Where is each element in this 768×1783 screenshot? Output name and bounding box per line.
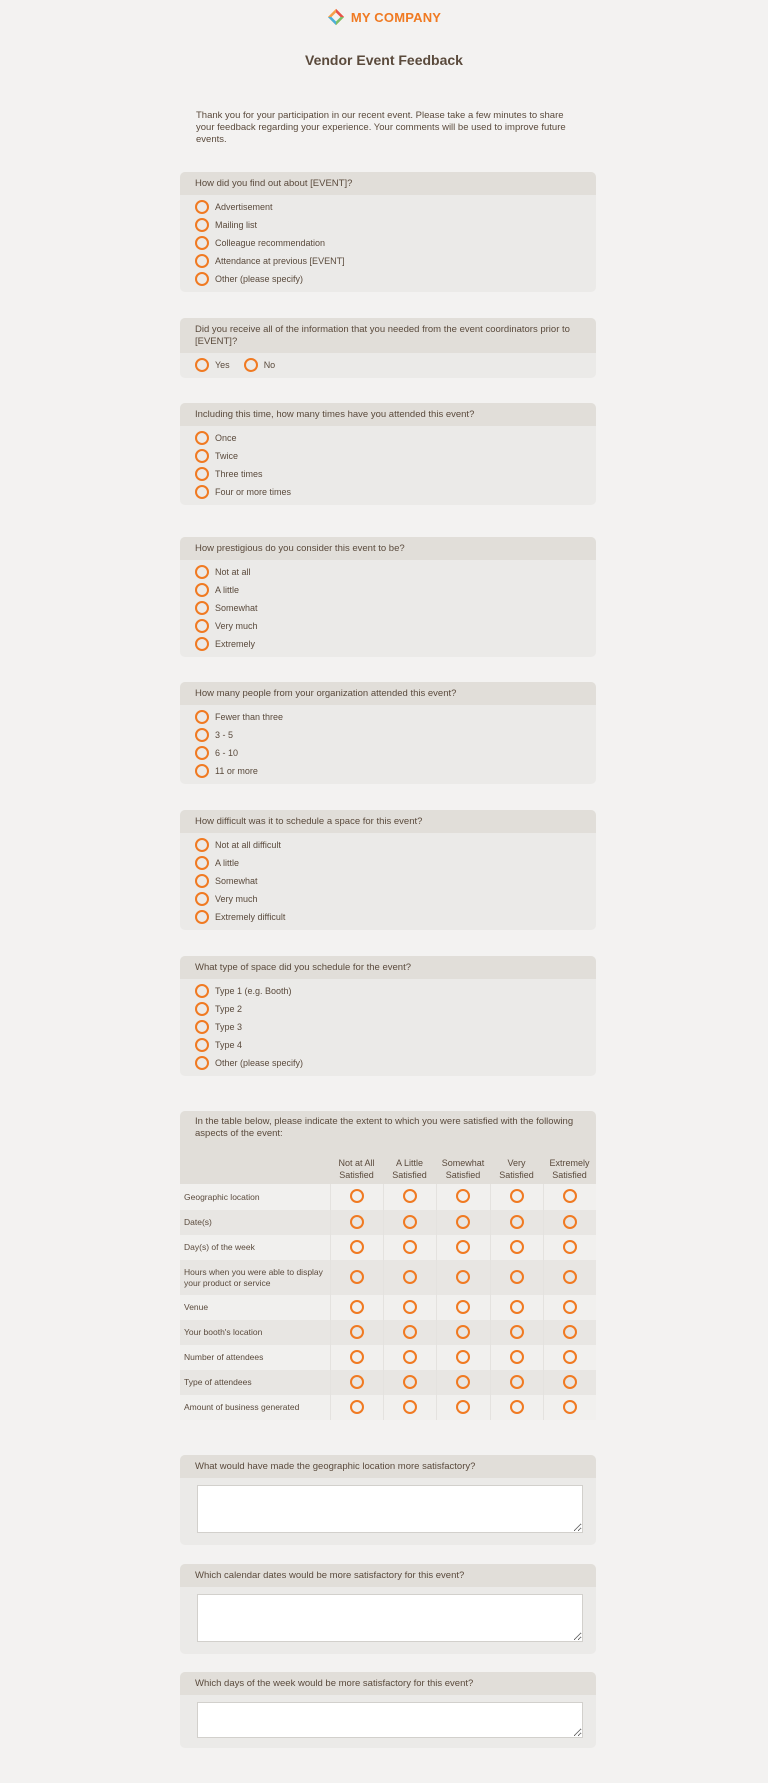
radio-option[interactable]: Colleague recommendation bbox=[195, 234, 581, 252]
radio-button[interactable] bbox=[350, 1189, 364, 1203]
question-card bbox=[180, 537, 596, 657]
question-text: How difficult was it to schedule a space for this event? bbox=[180, 810, 596, 833]
satisfaction-matrix bbox=[180, 1145, 596, 1420]
question-text: Did you receive all of the information that you needed from the event coordinators prior to [EVENT]? bbox=[180, 318, 596, 353]
matrix-row bbox=[180, 1295, 596, 1320]
matrix-row bbox=[180, 1320, 596, 1345]
radio-option[interactable]: Type 3 bbox=[195, 1018, 581, 1036]
radio-button[interactable] bbox=[195, 984, 209, 998]
radio-button[interactable] bbox=[510, 1400, 524, 1414]
radio-button[interactable] bbox=[195, 728, 209, 742]
radio-button[interactable] bbox=[350, 1350, 364, 1364]
radio-button[interactable] bbox=[456, 1240, 470, 1254]
radio-option[interactable]: 11 or more bbox=[195, 762, 581, 780]
radio-option[interactable]: Four or more times bbox=[195, 483, 581, 501]
radio-option[interactable]: 6 - 10 bbox=[195, 744, 581, 762]
radio-button[interactable] bbox=[195, 764, 209, 778]
radio-button[interactable] bbox=[195, 449, 209, 463]
radio-option[interactable]: Type 2 bbox=[195, 1000, 581, 1018]
radio-button[interactable] bbox=[403, 1189, 417, 1203]
radio-option[interactable]: Other (please specify) bbox=[195, 1054, 581, 1072]
radio-button[interactable] bbox=[510, 1350, 524, 1364]
page-title: Vendor Event Feedback bbox=[305, 52, 463, 68]
radio-button[interactable] bbox=[510, 1270, 524, 1284]
radio-button[interactable] bbox=[350, 1270, 364, 1284]
question-card bbox=[180, 956, 596, 1076]
radio-button[interactable] bbox=[563, 1189, 577, 1203]
radio-button[interactable] bbox=[563, 1325, 577, 1339]
radio-button[interactable] bbox=[195, 619, 209, 633]
radio-button[interactable] bbox=[456, 1375, 470, 1389]
column-header: Not at All Satisfied bbox=[330, 1145, 383, 1184]
matrix-row bbox=[180, 1260, 596, 1295]
radio-button[interactable] bbox=[403, 1270, 417, 1284]
radio-button[interactable] bbox=[195, 485, 209, 499]
radio-button[interactable] bbox=[350, 1215, 364, 1229]
radio-button[interactable] bbox=[510, 1325, 524, 1339]
radio-button[interactable] bbox=[244, 358, 258, 372]
radio-option[interactable]: Not at all bbox=[195, 563, 581, 581]
radio-button[interactable] bbox=[195, 565, 209, 579]
question-card bbox=[180, 1672, 596, 1748]
question-card bbox=[180, 1564, 596, 1654]
radio-button[interactable] bbox=[195, 910, 209, 924]
radio-button[interactable] bbox=[510, 1375, 524, 1389]
radio-button[interactable] bbox=[350, 1325, 364, 1339]
radio-option[interactable]: Twice bbox=[195, 447, 581, 465]
radio-button[interactable] bbox=[403, 1375, 417, 1389]
radio-button[interactable] bbox=[195, 272, 209, 286]
radio-option[interactable]: Three times bbox=[195, 465, 581, 483]
company-logo bbox=[0, 8, 768, 26]
column-header: A Little Satisfied bbox=[383, 1145, 436, 1184]
radio-option[interactable]: Extremely bbox=[195, 635, 581, 653]
radio-button[interactable] bbox=[563, 1215, 577, 1229]
radio-button[interactable] bbox=[195, 583, 209, 597]
matrix-row bbox=[180, 1184, 596, 1210]
radio-option[interactable]: 3 - 5 bbox=[195, 726, 581, 744]
question-text: Which calendar dates would be more satisfactory for this event? bbox=[180, 1564, 596, 1587]
radio-option[interactable]: Advertisement bbox=[195, 198, 581, 216]
matrix-row bbox=[180, 1370, 596, 1395]
radio-button[interactable] bbox=[195, 892, 209, 906]
diamond-logo-icon bbox=[327, 8, 345, 26]
radio-option[interactable]: Type 4 bbox=[195, 1036, 581, 1054]
radio-option[interactable]: Somewhat bbox=[195, 872, 581, 890]
radio-button[interactable] bbox=[195, 746, 209, 760]
radio-button[interactable] bbox=[350, 1400, 364, 1414]
question-text: What type of space did you schedule for the event? bbox=[180, 956, 596, 979]
answer-textarea[interactable] bbox=[197, 1594, 583, 1642]
question-card bbox=[180, 318, 596, 378]
radio-option[interactable]: Once bbox=[195, 429, 581, 447]
question-card bbox=[180, 172, 596, 292]
radio-option[interactable]: No bbox=[244, 356, 276, 374]
radio-button[interactable] bbox=[195, 710, 209, 724]
matrix-row bbox=[180, 1235, 596, 1260]
radio-button[interactable] bbox=[456, 1189, 470, 1203]
radio-button[interactable] bbox=[510, 1300, 524, 1314]
question-text: What would have made the geographic location more satisfactory? bbox=[180, 1455, 596, 1478]
row-label: Date(s) bbox=[180, 1210, 330, 1235]
radio-button[interactable] bbox=[195, 1020, 209, 1034]
question-card bbox=[180, 682, 596, 784]
question-card bbox=[180, 810, 596, 930]
radio-button[interactable] bbox=[195, 431, 209, 445]
radio-button[interactable] bbox=[403, 1240, 417, 1254]
radio-button[interactable] bbox=[510, 1189, 524, 1203]
radio-button[interactable] bbox=[195, 218, 209, 232]
question-text: How many people from your organization attended this event? bbox=[180, 682, 596, 705]
radio-option[interactable]: A little bbox=[195, 854, 581, 872]
question-text: How prestigious do you consider this event to be? bbox=[180, 537, 596, 560]
radio-option[interactable]: Not at all difficult bbox=[195, 836, 581, 854]
row-label: Your booth's location bbox=[180, 1320, 330, 1345]
intro-text: Thank you for your participation in our recent event. Please take a few minutes to share your feedback regarding your experience. Your comments will be used to improve future events. bbox=[196, 110, 566, 145]
column-header: Extremely Satisfied bbox=[543, 1145, 596, 1184]
radio-button[interactable] bbox=[195, 200, 209, 214]
row-label: Day(s) of the week bbox=[180, 1235, 330, 1260]
radio-button[interactable] bbox=[456, 1350, 470, 1364]
radio-button[interactable] bbox=[563, 1240, 577, 1254]
radio-button[interactable] bbox=[510, 1240, 524, 1254]
row-label: Amount of business generated bbox=[180, 1395, 330, 1420]
row-label: Geographic location bbox=[180, 1184, 330, 1210]
radio-option[interactable]: Very much bbox=[195, 890, 581, 908]
radio-button[interactable] bbox=[563, 1375, 577, 1389]
radio-button[interactable] bbox=[403, 1325, 417, 1339]
radio-button[interactable] bbox=[403, 1215, 417, 1229]
radio-button[interactable] bbox=[403, 1400, 417, 1414]
radio-option[interactable]: Yes bbox=[195, 356, 230, 374]
radio-button[interactable] bbox=[456, 1270, 470, 1284]
radio-button[interactable] bbox=[195, 838, 209, 852]
column-header: Somewhat Satisfied bbox=[436, 1145, 490, 1184]
radio-button[interactable] bbox=[563, 1300, 577, 1314]
radio-option[interactable]: Extremely difficult bbox=[195, 908, 581, 926]
radio-button[interactable] bbox=[456, 1215, 470, 1229]
satisfaction-matrix-card bbox=[180, 1111, 596, 1420]
radio-button[interactable] bbox=[195, 236, 209, 250]
question-text: How did you find out about [EVENT]? bbox=[180, 172, 596, 195]
radio-button[interactable] bbox=[195, 601, 209, 615]
radio-button[interactable] bbox=[456, 1300, 470, 1314]
radio-button[interactable] bbox=[563, 1400, 577, 1414]
row-label: Type of attendees bbox=[180, 1370, 330, 1395]
answer-textarea[interactable] bbox=[197, 1702, 583, 1738]
answer-textarea[interactable] bbox=[197, 1485, 583, 1533]
radio-button[interactable] bbox=[195, 1038, 209, 1052]
radio-button[interactable] bbox=[350, 1240, 364, 1254]
radio-button[interactable] bbox=[195, 1002, 209, 1016]
radio-button[interactable] bbox=[195, 856, 209, 870]
radio-button[interactable] bbox=[195, 637, 209, 651]
radio-button[interactable] bbox=[563, 1270, 577, 1284]
row-label: Number of attendees bbox=[180, 1345, 330, 1370]
matrix-row bbox=[180, 1210, 596, 1235]
radio-option[interactable]: Other (please specify) bbox=[195, 270, 581, 288]
radio-option[interactable]: A little bbox=[195, 581, 581, 599]
question-text: Including this time, how many times have you attended this event? bbox=[180, 403, 596, 426]
radio-button[interactable] bbox=[456, 1400, 470, 1414]
radio-button[interactable] bbox=[403, 1350, 417, 1364]
matrix-row bbox=[180, 1395, 596, 1420]
question-text: Which days of the week would be more satisfactory for this event? bbox=[180, 1672, 596, 1695]
radio-button[interactable] bbox=[195, 1056, 209, 1070]
radio-button[interactable] bbox=[510, 1215, 524, 1229]
radio-button[interactable] bbox=[350, 1300, 364, 1314]
radio-button[interactable] bbox=[563, 1350, 577, 1364]
radio-option[interactable]: Mailing list bbox=[195, 216, 581, 234]
radio-option[interactable]: Type 1 (e.g. Booth) bbox=[195, 982, 581, 1000]
column-header: Very Satisfied bbox=[490, 1145, 543, 1184]
question-text: In the table below, please indicate the extent to which you were satisfied with the following aspects of the event: bbox=[180, 1111, 596, 1145]
radio-button[interactable] bbox=[403, 1300, 417, 1314]
radio-button[interactable] bbox=[195, 358, 209, 372]
radio-button[interactable] bbox=[195, 254, 209, 268]
question-card bbox=[180, 403, 596, 505]
radio-button[interactable] bbox=[350, 1375, 364, 1389]
company-name: MY COMPANY bbox=[350, 9, 442, 25]
radio-option[interactable]: Fewer than three bbox=[195, 708, 581, 726]
question-card bbox=[180, 1455, 596, 1545]
matrix-row bbox=[180, 1345, 596, 1370]
radio-button[interactable] bbox=[195, 467, 209, 481]
radio-button[interactable] bbox=[456, 1325, 470, 1339]
row-label: Venue bbox=[180, 1295, 330, 1320]
radio-option[interactable]: Attendance at previous [EVENT] bbox=[195, 252, 581, 270]
row-label: Hours when you were able to display your product or service bbox=[180, 1260, 330, 1295]
radio-option[interactable]: Somewhat bbox=[195, 599, 581, 617]
radio-button[interactable] bbox=[195, 874, 209, 888]
radio-option[interactable]: Very much bbox=[195, 617, 581, 635]
